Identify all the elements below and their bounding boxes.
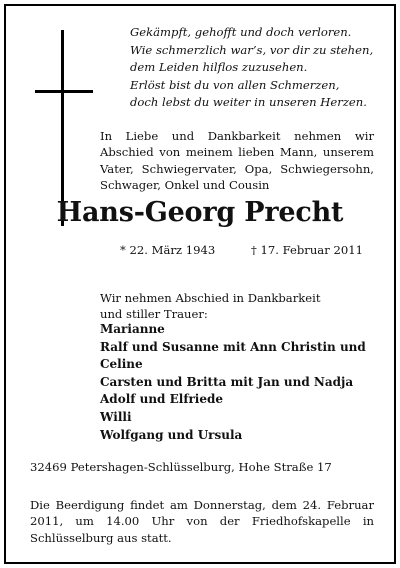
death-date: † 17. Februar 2011: [251, 243, 363, 257]
poem-line: Gekämpft, gehofft und doch verloren.: [130, 25, 352, 39]
cross-horizontal-bar: [35, 90, 93, 93]
family-member: Carsten und Britta mit Jan und Nadja: [100, 374, 354, 389]
poem-line: dem Leiden hilflos zuzusehen.: [130, 60, 308, 74]
family-member: Ralf und Susanne mit Ann Christin und: [100, 339, 366, 354]
family-member: Celine: [100, 357, 143, 372]
birth-date: * 22. März 1943: [120, 243, 216, 257]
mourners-intro-line: und stiller Trauer:: [100, 307, 208, 321]
intro-text: In Liebe und Dankbarkeit nehmen wir Abschied von meinem lieben Mann, unserem Vater, Schwiegervater, Opa, Schwiegersohn, Schwager, Onkel und Cousin: [100, 129, 374, 193]
family-member: Wolfgang und Ursula: [100, 427, 243, 442]
mourners-intro: [100, 290, 321, 322]
funeral-notice: Die Beerdigung findet am Donnerstag, dem 24. Februar 2011, um 14.00 Uhr von der Friedhofskapelle in Schlüsselburg aus statt.: [30, 498, 374, 545]
family-member: Adolf und Elfriede: [100, 392, 224, 407]
memorial-poem: [130, 24, 373, 112]
mourners-intro-line: Wir nehmen Abschied in Dankbarkeit: [100, 291, 321, 305]
poem-line: Erlöst bist du von allen Schmerzen,: [130, 77, 340, 92]
family-member: Marianne: [100, 322, 165, 336]
address: 32469 Petershagen-Schlüsselburg, Hohe Straße 17: [30, 460, 332, 474]
deceased-name: Hans-Georg Precht: [56, 197, 344, 228]
family-list: [100, 321, 366, 444]
poem-line: doch lebst du weiter in unseren Herzen.: [130, 95, 367, 109]
family-member: Willi: [100, 409, 132, 424]
poem-line: Wie schmerzlich war’s, vor dir zu stehen,: [130, 42, 374, 57]
